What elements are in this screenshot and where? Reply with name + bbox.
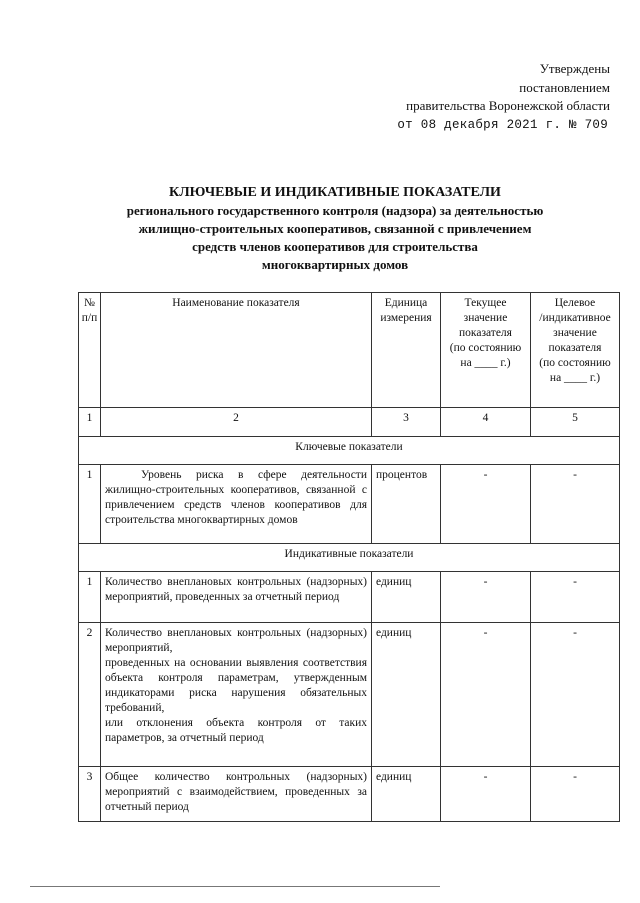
row-current-value: -	[441, 623, 531, 767]
indicators-table	[78, 292, 620, 822]
header-current-value: Текущее значение показателя (по состоянию на ____ г.)	[441, 293, 531, 408]
approval-line-2: постановлением	[519, 79, 610, 95]
row-number: 1	[79, 572, 101, 623]
row-name-part-1: Количество внеплановых контрольных (надзорных) мероприятий,	[105, 627, 367, 654]
header-target-value: Целевое /индикативное значение показателя (по состоянию на ____ г.)	[531, 293, 620, 408]
column-number: 2	[101, 408, 372, 437]
row-number: 2	[79, 623, 101, 767]
row-number: 3	[79, 767, 101, 822]
section-title-key: Ключевые показатели	[79, 437, 620, 465]
row-current-value: -	[441, 465, 531, 544]
row-number: 1	[79, 465, 101, 544]
row-current-value: -	[441, 767, 531, 822]
row-name: Количество внеплановых контрольных (надзорных) мероприятий, проведенных за отчетный период	[101, 572, 372, 623]
approval-date: от 08 декабря 2021 г. № 709	[397, 117, 608, 132]
section-row-indicative	[79, 544, 620, 572]
title-line-3: жилищно-строительных кооперативов, связанной с привлечением	[138, 221, 532, 236]
row-unit: единиц	[372, 767, 441, 822]
title-line-5: многоквартирных домов	[261, 257, 409, 272]
table-row	[79, 572, 620, 623]
document-title	[40, 184, 630, 274]
row-unit: единиц	[372, 623, 441, 767]
row-unit: процентов	[372, 465, 441, 544]
header-name: Наименование показателя	[101, 293, 372, 408]
column-number: 1	[79, 408, 101, 437]
table-header-row	[79, 293, 620, 408]
title-line-4: средств членов кооперативов для строительства	[192, 239, 478, 254]
table-row	[79, 465, 620, 544]
approval-block	[397, 60, 610, 134]
column-number: 4	[441, 408, 531, 437]
row-name-part-3: или отклонения объекта контроля от таких параметров, за отчетный период	[105, 717, 367, 744]
section-row-key	[79, 437, 620, 465]
row-unit: единиц	[372, 572, 441, 623]
approval-line-3: правительства Воронежской области	[406, 98, 610, 113]
section-title-indicative: Индикативные показатели	[79, 544, 620, 572]
row-name: Общее количество контрольных (надзорных) мероприятий с взаимодействием, проведенных за отчетный период	[101, 767, 372, 822]
header-unit: Единица измерения	[372, 293, 441, 408]
table-row	[79, 767, 620, 822]
row-target-value: -	[531, 623, 620, 767]
table-row	[79, 623, 620, 767]
column-numbers-row	[79, 408, 620, 437]
column-number: 3	[372, 408, 441, 437]
column-number: 5	[531, 408, 620, 437]
row-name	[101, 623, 372, 767]
row-current-value: -	[441, 572, 531, 623]
row-target-value: -	[531, 465, 620, 544]
footer-divider	[30, 886, 440, 887]
row-name: Уровень риска в сфере деятельности жилищно-строительных кооперативов, связанной с привлечением средств членов кооперативов для строительства многоквартирных домов	[101, 465, 372, 544]
title-line-1: КЛЮЧЕВЫЕ И ИНДИКАТИВНЫЕ ПОКАЗАТЕЛИ	[169, 185, 501, 200]
title-line-2: регионального государственного контроля (надзора) за деятельностью	[126, 203, 544, 218]
row-target-value: -	[531, 767, 620, 822]
header-num: № п/п	[79, 293, 101, 408]
row-name-part-2: проведенных на основании выявления соответствия объекта контроля параметрам, утвержденным индикаторами риска нарушения обязательных требований,	[105, 657, 367, 714]
approval-line-1: Утверждены	[539, 61, 610, 76]
row-target-value: -	[531, 572, 620, 623]
